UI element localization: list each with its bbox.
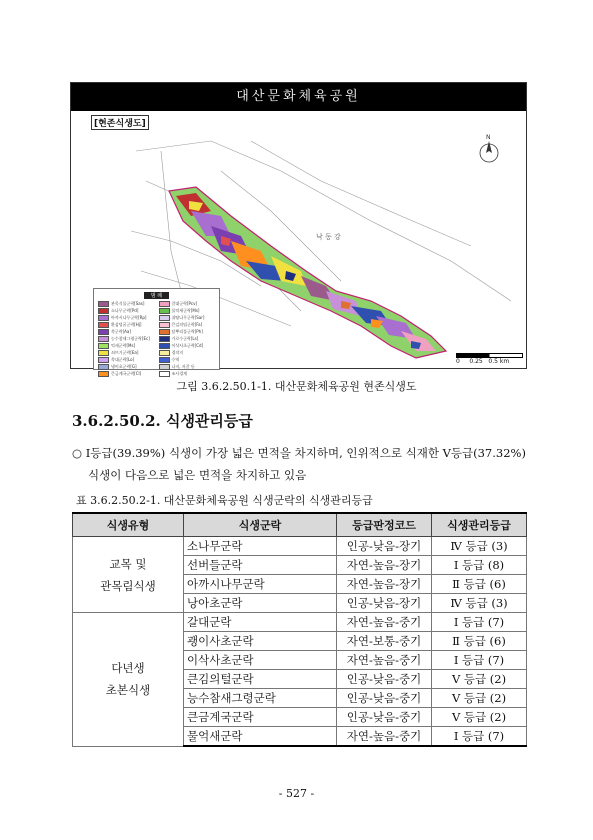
bullet-line-2: 식생이 다음으로 넓은 면적을 차지하고 있음 <box>88 468 307 482</box>
community-cell: 낭아초군락 <box>184 594 337 613</box>
code-cell: 자연-높음-중기 <box>337 727 432 747</box>
legend-label: 쑥군락[Aa] <box>111 329 131 334</box>
grade-cell: Ⅱ 등급 (6) <box>432 575 527 594</box>
legend-item <box>159 357 216 363</box>
legend-label: 쉬땅나무군락[Sar] <box>171 315 205 320</box>
code-cell: 인공-낮음-장기 <box>337 594 432 613</box>
legend-label: 수역 <box>171 357 180 362</box>
header-code: 등급판정코드 <box>337 513 432 537</box>
grade-cell: Ⅳ 등급 (3) <box>432 594 527 613</box>
code-cell: 인공-낮음-중기 <box>337 670 432 689</box>
legend-item <box>159 315 216 321</box>
code-cell: 인공-낮음-장기 <box>337 537 432 556</box>
legend-label: 능수참새그령군락[Ec] <box>111 336 150 341</box>
legend-title: 범 례 <box>144 292 169 299</box>
legend-label: 가로수군락[Ls] <box>171 336 199 341</box>
legend-item <box>98 350 155 356</box>
river-label: 낙 동 강 <box>316 233 341 241</box>
grade-cell: Ⅰ 등급 (7) <box>432 613 527 632</box>
legend-label: 물억새군락[Ms] <box>171 308 200 313</box>
page-number: - 527 - <box>278 787 315 800</box>
grade-cell: Ⅱ 등급 (6) <box>432 632 527 651</box>
legend-label: 소나무군락[Pd] <box>111 308 139 313</box>
legend-swatch <box>159 315 170 321</box>
table-row <box>73 613 527 632</box>
map-subtitle: [현존식생도] <box>91 115 149 130</box>
legend-label: 아까시나무군락[Rp] <box>111 315 147 320</box>
legend-swatch <box>98 315 109 321</box>
code-cell: 자연-보통-중기 <box>337 632 432 651</box>
north-label: N <box>486 134 491 141</box>
legend-item <box>159 364 216 370</box>
community-cell: 큰금계국군락 <box>184 708 337 727</box>
legend-swatch <box>98 343 109 349</box>
legend-item <box>98 315 155 321</box>
community-cell: 능수참새그령군락 <box>184 689 337 708</box>
legend-swatch <box>159 322 170 328</box>
code-cell: 자연-높음-중기 <box>337 651 432 670</box>
legend-swatch <box>98 322 109 328</box>
community-cell: 아까시나무군락 <box>184 575 337 594</box>
legend-label: 큰금계국군락[Cl] <box>111 371 142 376</box>
legend-item <box>159 371 216 377</box>
vegetation-type-cell <box>73 613 184 747</box>
vegetation-management-table <box>72 512 527 747</box>
legend-swatch <box>159 308 170 314</box>
legend-label: 나지, 자갈 등 <box>171 364 195 369</box>
community-cell: 소나무군락 <box>184 537 337 556</box>
legend-swatch <box>159 301 170 307</box>
legend-item <box>98 371 155 377</box>
legend-item <box>98 343 155 349</box>
legend-label: 갈대군락[Pcv] <box>171 301 198 306</box>
legend-swatch <box>98 336 109 342</box>
vegetation-type-line: 교목 및 <box>109 556 147 571</box>
grade-cell: Ⅳ 등급 (3) <box>432 537 527 556</box>
legend-swatch <box>159 343 170 349</box>
legend-label: 조사경계 <box>171 371 187 376</box>
legend-label: 달뿌리풀군락[Ph] <box>171 329 203 334</box>
legend-item <box>159 336 216 342</box>
legend-swatch <box>159 329 170 335</box>
community-cell: 선버들군락 <box>184 556 337 575</box>
map-header: 대산문화체육공원 <box>71 83 526 111</box>
vegetation-type-line: 관목림식생 <box>100 578 156 593</box>
header-grade: 식생관리등급 <box>432 513 527 537</box>
legend-swatch <box>98 329 109 335</box>
legend-item <box>159 322 216 328</box>
legend-label: 쑥대군락[Lo] <box>111 357 135 362</box>
legend-item <box>98 364 155 370</box>
header-community: 식생군락 <box>184 513 337 537</box>
legend-label: 이삭사초군락[Cd] <box>171 343 204 348</box>
grade-cell: Ⅰ 등급 (7) <box>432 651 527 670</box>
legend-swatch <box>98 308 109 314</box>
legend-item <box>159 301 216 307</box>
legend-swatch <box>159 371 170 377</box>
table-header-row <box>73 513 527 537</box>
header-vegetation-type: 식생유형 <box>73 513 184 537</box>
legend-swatch <box>159 357 170 363</box>
vegetation-map-figure <box>70 82 527 376</box>
legend-label: 관목식물군락[Sas] <box>111 301 145 306</box>
legend-label: 큰김의털군락[Fa] <box>171 322 203 327</box>
section-heading: 3.6.2.50.2. 식생관리등급 <box>72 412 253 430</box>
legend-item <box>159 350 216 356</box>
community-cell: 큰김의털군락 <box>184 670 337 689</box>
legend-swatch <box>159 350 170 356</box>
code-cell: 자연-높음-장기 <box>337 556 432 575</box>
legend-item <box>98 336 155 342</box>
community-cell: 갈대군락 <box>184 613 337 632</box>
legend-swatch <box>98 364 109 370</box>
community-cell: 이삭사초군락 <box>184 651 337 670</box>
code-cell: 인공-낮음-중기 <box>337 708 432 727</box>
legend-item <box>98 322 155 328</box>
table-caption: 표 3.6.2.50.2-1. 대산문화체육공원 식생군락의 식생관리등급 <box>76 494 373 507</box>
legend-item <box>98 301 155 307</box>
map-legend <box>93 288 220 376</box>
legend-label: 환삼덩굴군락[Hj] <box>111 322 142 327</box>
legend-label: 경작지 <box>171 350 184 355</box>
vegetation-type-line: 초본식생 <box>105 683 151 698</box>
legend-swatch <box>98 301 109 307</box>
legend-item <box>98 308 155 314</box>
legend-item <box>159 308 216 314</box>
scale-label: 0 0.25 0.5 km <box>456 358 510 365</box>
north-arrow-icon <box>480 134 498 162</box>
legend-swatch <box>159 364 170 370</box>
grade-cell: Ⅴ 등급 (2) <box>432 689 527 708</box>
legend-swatch <box>98 350 109 356</box>
grade-cell: Ⅴ 등급 (2) <box>432 670 527 689</box>
legend-item <box>159 329 216 335</box>
bullet-symbol: ○ <box>72 446 83 460</box>
legend-swatch <box>98 357 109 363</box>
code-cell: 인공-낮음-중기 <box>337 689 432 708</box>
legend-swatch <box>159 336 170 342</box>
legend-swatch <box>98 371 109 377</box>
legend-label: 쇠뜨기군락[Ea] <box>111 350 139 355</box>
bullet-line-1: I등급(39.39%) 식생이 가장 넓은 면적을 차지하며, 인위적으로 식재한 V등급(37.32%) <box>85 446 526 460</box>
figure-caption: 그림 3.6.2.50.1-1. 대산문화체육공원 현존식생도 <box>176 380 417 393</box>
grade-cell: Ⅰ 등급 (8) <box>432 556 527 575</box>
legend-label: 냉이초군락[G] <box>111 364 137 369</box>
grade-cell: Ⅴ 등급 (2) <box>432 708 527 727</box>
scale-bar <box>456 353 523 365</box>
community-cell: 물억새군락 <box>184 727 337 747</box>
vegetation-type-line: 다년생 <box>111 661 145 676</box>
grade-cell: Ⅰ 등급 (7) <box>432 727 527 747</box>
code-cell: 자연-높음-중기 <box>337 613 432 632</box>
vegetation-type-cell <box>73 537 184 613</box>
legend-grid <box>94 301 219 377</box>
community-cell: 괭이사초군락 <box>184 632 337 651</box>
legend-label: 억새군락[Ms] <box>111 343 136 348</box>
bullet-paragraph <box>72 442 527 486</box>
code-cell: 자연-높음-장기 <box>337 575 432 594</box>
table-row <box>73 537 527 556</box>
legend-item <box>98 329 155 335</box>
legend-item <box>159 343 216 349</box>
legend-item <box>98 357 155 363</box>
